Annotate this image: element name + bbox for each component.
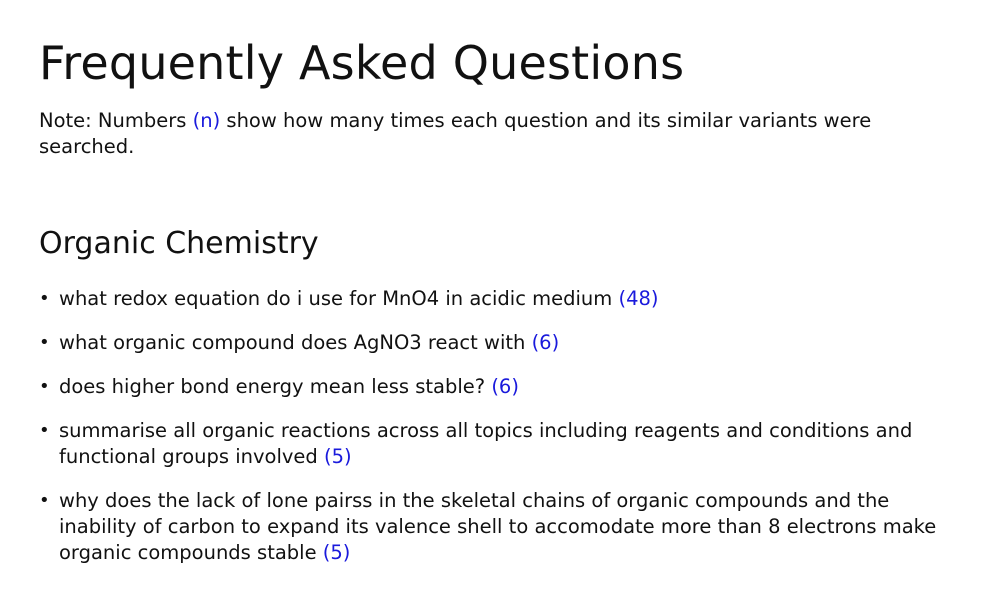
bullet-icon: •: [39, 420, 50, 441]
bullet-icon: •: [39, 332, 50, 353]
faq-item: [39, 418, 962, 470]
page-title: Frequently Asked Questions: [39, 36, 685, 90]
section-title: Organic Chemistry: [39, 226, 319, 261]
faq-question[interactable]: what redox equation do i use for MnO4 in acidic medium: [59, 287, 613, 310]
note-prefix: Note: Numbers: [39, 109, 187, 132]
faq-item: [39, 374, 962, 400]
note-count-marker: (n): [192, 109, 221, 132]
faq-question[interactable]: summarise all organic reactions across all topics including reagents and conditions and functional groups involved: [59, 419, 913, 468]
faq-question[interactable]: why does the lack of lone pairss in the skeletal chains of organic compounds and the inability of carbon to expand its valence shell to accomodate more than 8 electrons make organic compounds stable: [59, 489, 937, 564]
search-count-note: [39, 108, 962, 160]
faq-question[interactable]: what organic compound does AgNO3 react with: [59, 331, 526, 354]
faq-list: [39, 286, 962, 566]
faq-item: [39, 286, 962, 312]
faq-item: [39, 330, 962, 356]
bullet-icon: •: [39, 288, 50, 309]
search-count: (48): [618, 287, 659, 310]
search-count: (6): [491, 375, 519, 398]
faq-question[interactable]: does higher bond energy mean less stable?: [59, 375, 486, 398]
search-count: (6): [531, 331, 560, 354]
note-suffix: show how many times each question and its similar variants were searched.: [39, 109, 872, 158]
search-count: (5): [324, 445, 352, 468]
search-count: (5): [322, 541, 351, 564]
bullet-icon: •: [39, 490, 50, 511]
faq-item: [39, 488, 962, 566]
bullet-icon: •: [39, 376, 50, 397]
